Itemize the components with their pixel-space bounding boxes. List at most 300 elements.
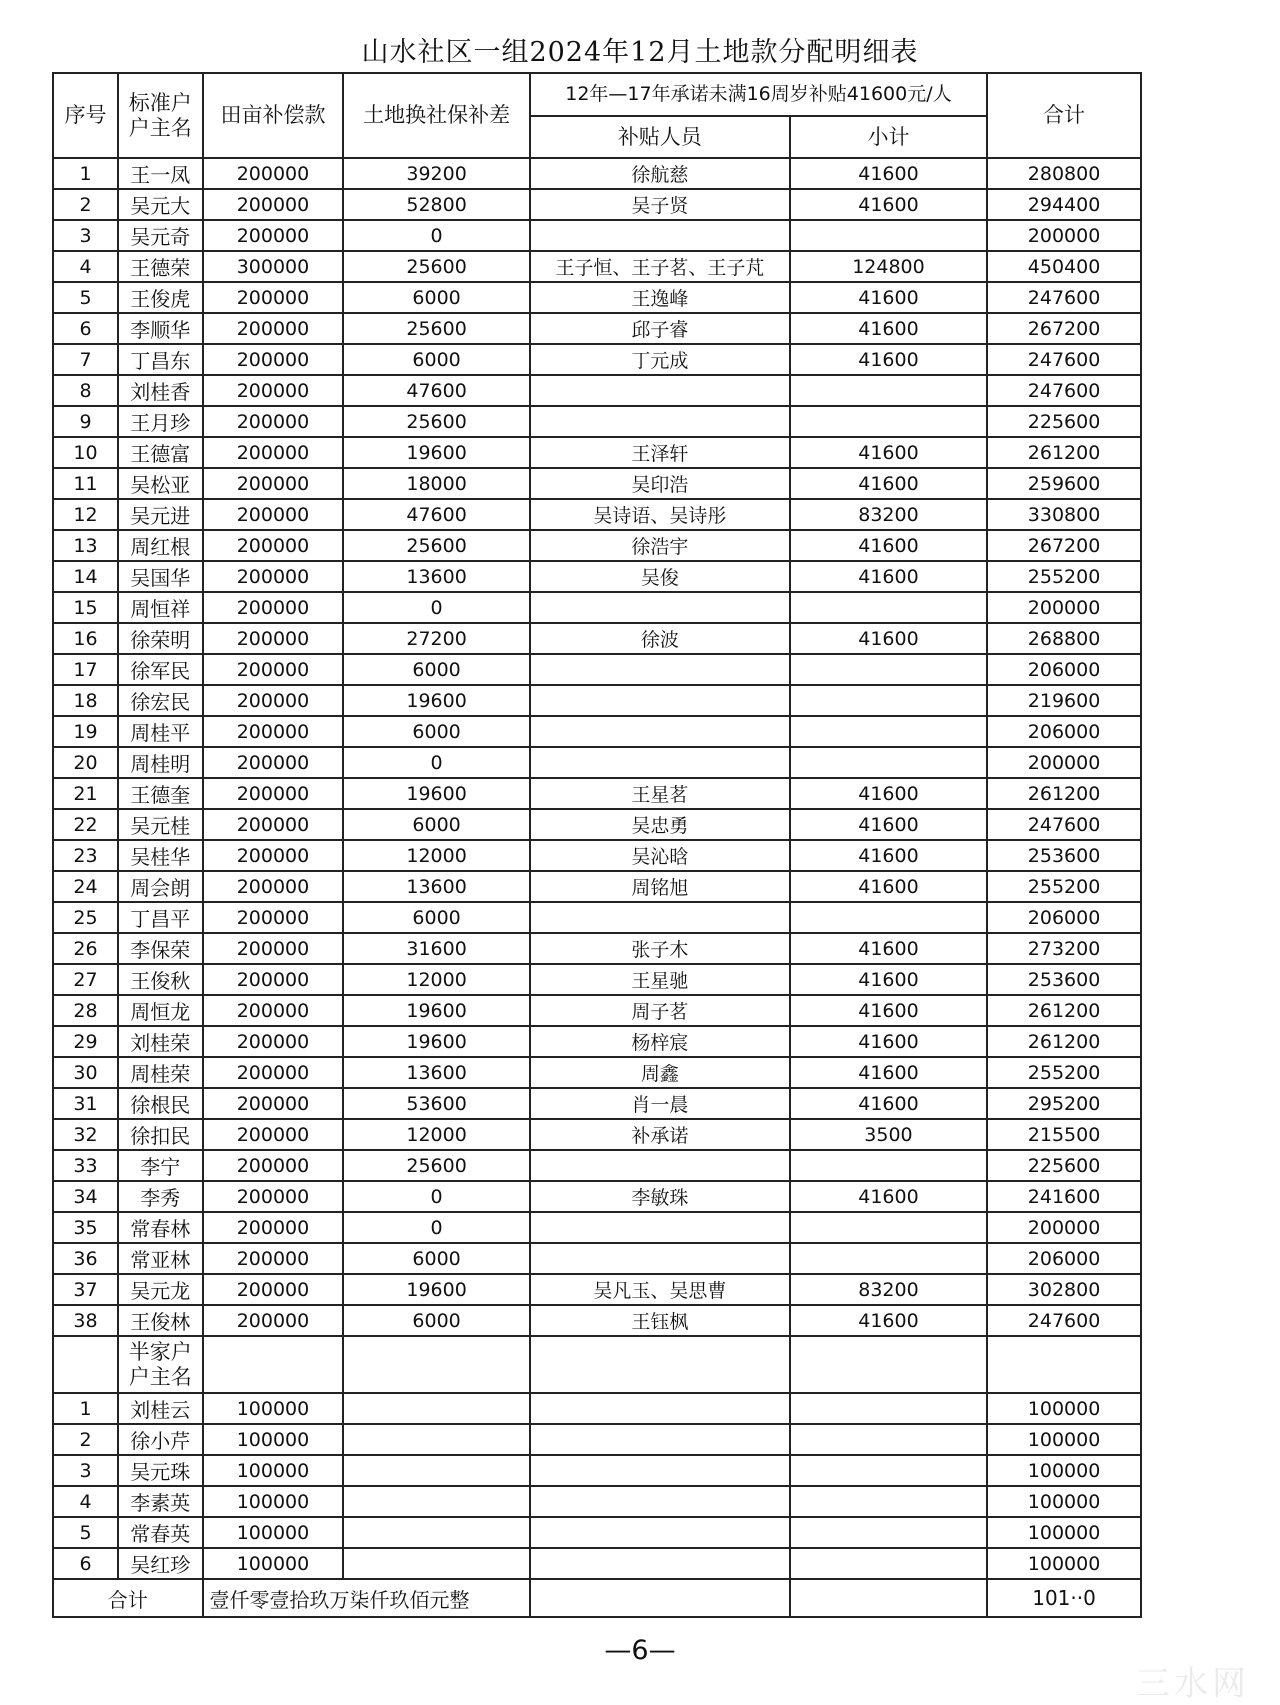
paddy-compensation: 200000 — [203, 933, 344, 964]
subsidy-person: 邱子睿 — [530, 313, 790, 344]
subsidy-person — [530, 592, 790, 623]
row-number: 30 — [53, 1057, 118, 1088]
table-row — [53, 995, 1141, 1026]
row-total: 267200 — [987, 313, 1141, 344]
social-security-diff: 6000 — [343, 282, 529, 313]
paddy-compensation: 200000 — [203, 840, 344, 871]
subsidy-amount: 41600 — [790, 964, 987, 995]
paddy-compensation: 200000 — [203, 1088, 344, 1119]
table-row — [53, 933, 1141, 964]
row-total: 200000 — [987, 592, 1141, 623]
subsidy-person — [530, 1212, 790, 1243]
subsidy-amount: 41600 — [790, 313, 987, 344]
social-security-diff: 6000 — [343, 1305, 529, 1336]
table-row — [53, 592, 1141, 623]
household-name: 李保荣 — [118, 933, 203, 964]
subsidy-amount: 83200 — [790, 1274, 987, 1305]
row-number: 16 — [53, 623, 118, 654]
half-household-row — [53, 1424, 1141, 1455]
subsidy-person — [530, 1393, 790, 1424]
paddy-compensation: 200000 — [203, 1119, 344, 1150]
social-security-diff — [343, 1548, 529, 1579]
row-total: 294400 — [987, 189, 1141, 220]
table-row — [53, 1150, 1141, 1181]
row-total: 302800 — [987, 1274, 1141, 1305]
table-row — [53, 964, 1141, 995]
subsidy-person: 王星茗 — [530, 778, 790, 809]
social-security-diff — [343, 1517, 529, 1548]
table-row — [53, 1181, 1141, 1212]
table-row — [53, 1026, 1141, 1057]
social-security-diff: 19600 — [343, 1274, 529, 1305]
header-paddy: 田亩补偿款 — [203, 73, 344, 158]
subsidy-person: 吴忠勇 — [530, 809, 790, 840]
row-number: 33 — [53, 1150, 118, 1181]
household-name: 王德奎 — [118, 778, 203, 809]
subsidy-amount — [790, 1455, 987, 1486]
subsidy-person — [530, 1150, 790, 1181]
social-security-diff: 13600 — [343, 561, 529, 592]
household-name: 刘桂香 — [118, 375, 203, 406]
household-name: 丁昌平 — [118, 902, 203, 933]
table-row — [53, 468, 1141, 499]
subsidy-person: 吴凡玉、吴思曹 — [530, 1274, 790, 1305]
subsidy-amount — [790, 220, 987, 251]
subsidy-person: 王星驰 — [530, 964, 790, 995]
row-total: 255200 — [987, 871, 1141, 902]
row-number: 5 — [53, 1517, 118, 1548]
table-row — [53, 871, 1141, 902]
paddy-compensation: 200000 — [203, 778, 344, 809]
paddy-compensation: 200000 — [203, 1274, 344, 1305]
half-household-header-row — [53, 1336, 1141, 1393]
social-security-diff: 27200 — [343, 623, 529, 654]
header-owner: 标准户户主名 — [118, 73, 203, 158]
subsidy-person — [530, 1424, 790, 1455]
household-name: 吴元进 — [118, 499, 203, 530]
table-body — [53, 158, 1141, 1617]
subsidy-amount — [790, 406, 987, 437]
subsidy-person — [530, 1517, 790, 1548]
social-security-diff: 53600 — [343, 1088, 529, 1119]
social-security-diff: 47600 — [343, 375, 529, 406]
table-row — [53, 1119, 1141, 1150]
row-total: 200000 — [987, 747, 1141, 778]
paddy-compensation: 200000 — [203, 1026, 344, 1057]
household-name: 徐扣民 — [118, 1119, 203, 1150]
row-number: 12 — [53, 499, 118, 530]
social-security-diff: 0 — [343, 1212, 529, 1243]
row-number: 7 — [53, 344, 118, 375]
subsidy-amount — [790, 592, 987, 623]
row-number: 11 — [53, 468, 118, 499]
household-name: 王德荣 — [118, 251, 203, 282]
social-security-diff: 0 — [343, 1181, 529, 1212]
row-total: 247600 — [987, 809, 1141, 840]
social-security-diff — [343, 1455, 529, 1486]
page-number: —6— — [604, 1635, 676, 1666]
subsidy-person — [530, 1548, 790, 1579]
paddy-compensation: 100000 — [203, 1455, 344, 1486]
paddy-compensation: 200000 — [203, 1212, 344, 1243]
household-name: 吴元奇 — [118, 220, 203, 251]
household-name: 周红根 — [118, 530, 203, 561]
household-name: 李素英 — [118, 1486, 203, 1517]
row-number: 2 — [53, 1424, 118, 1455]
subsidy-amount — [790, 1424, 987, 1455]
subsidy-person: 吴诗语、吴诗彤 — [530, 499, 790, 530]
grand-total-words: 壹仟零壹拾玖万柒仟玖佰元整 — [203, 1579, 530, 1617]
table-row — [53, 437, 1141, 468]
household-name: 吴元桂 — [118, 809, 203, 840]
subsidy-person — [530, 1243, 790, 1274]
social-security-diff: 6000 — [343, 716, 529, 747]
subsidy-amount: 41600 — [790, 871, 987, 902]
row-total: 261200 — [987, 437, 1141, 468]
subsidy-person: 王泽轩 — [530, 437, 790, 468]
table-row — [53, 499, 1141, 530]
subsidy-amount — [790, 685, 987, 716]
paddy-compensation: 200000 — [203, 871, 344, 902]
subsidy-amount — [790, 716, 987, 747]
subsidy-amount: 41600 — [790, 840, 987, 871]
row-number: 21 — [53, 778, 118, 809]
subsidy-amount — [790, 1150, 987, 1181]
subsidy-person — [530, 1455, 790, 1486]
household-name: 丁昌东 — [118, 344, 203, 375]
row-number: 27 — [53, 964, 118, 995]
social-security-diff: 19600 — [343, 685, 529, 716]
row-total: 261200 — [987, 995, 1141, 1026]
household-name: 吴松亚 — [118, 468, 203, 499]
row-number: 22 — [53, 809, 118, 840]
subsidy-person: 李敏珠 — [530, 1181, 790, 1212]
social-security-diff: 39200 — [343, 158, 529, 189]
row-total: 268800 — [987, 623, 1141, 654]
row-number: 35 — [53, 1212, 118, 1243]
social-security-diff: 12000 — [343, 1119, 529, 1150]
subsidy-amount: 41600 — [790, 809, 987, 840]
row-number: 23 — [53, 840, 118, 871]
row-number: 28 — [53, 995, 118, 1026]
social-security-diff: 19600 — [343, 995, 529, 1026]
row-total: 225600 — [987, 406, 1141, 437]
header-social: 土地换社保补差 — [343, 73, 529, 158]
subsidy-amount: 41600 — [790, 561, 987, 592]
table-row — [53, 220, 1141, 251]
subsidy-person — [530, 747, 790, 778]
social-security-diff: 6000 — [343, 1243, 529, 1274]
row-number: 6 — [53, 1548, 118, 1579]
row-total: 255200 — [987, 561, 1141, 592]
document-title: 山水社区一组2024年12月土地款分配明细表 — [361, 37, 919, 68]
row-total: 225600 — [987, 1150, 1141, 1181]
row-number: 19 — [53, 716, 118, 747]
paddy-compensation: 200000 — [203, 1243, 344, 1274]
household-name: 徐小芹 — [118, 1424, 203, 1455]
subsidy-person — [530, 902, 790, 933]
subsidy-amount: 41600 — [790, 623, 987, 654]
table-row — [53, 902, 1141, 933]
half-household-header: 半家户户主名 — [118, 1336, 203, 1393]
paddy-compensation: 100000 — [203, 1517, 344, 1548]
subsidy-amount: 41600 — [790, 1305, 987, 1336]
household-name: 常亚林 — [118, 1243, 203, 1274]
header-subsidy-amount: 小计 — [790, 116, 987, 158]
row-total: 100000 — [987, 1455, 1141, 1486]
row-total: 241600 — [987, 1181, 1141, 1212]
row-number: 14 — [53, 561, 118, 592]
row-number: 13 — [53, 530, 118, 561]
row-number: 32 — [53, 1119, 118, 1150]
table-row — [53, 809, 1141, 840]
subsidy-person — [530, 685, 790, 716]
subsidy-person — [530, 375, 790, 406]
row-total: 247600 — [987, 282, 1141, 313]
social-security-diff: 18000 — [343, 468, 529, 499]
social-security-diff: 47600 — [343, 499, 529, 530]
social-security-diff: 52800 — [343, 189, 529, 220]
subsidy-person: 周子茗 — [530, 995, 790, 1026]
subsidy-amount — [790, 1517, 987, 1548]
land-payment-table — [52, 72, 1142, 1618]
paddy-compensation: 200000 — [203, 1150, 344, 1181]
row-number: 3 — [53, 220, 118, 251]
subsidy-amount: 41600 — [790, 158, 987, 189]
subsidy-person: 徐航慈 — [530, 158, 790, 189]
subsidy-person: 丁元成 — [530, 344, 790, 375]
social-security-diff: 19600 — [343, 778, 529, 809]
table-row — [53, 716, 1141, 747]
table-row — [53, 747, 1141, 778]
paddy-compensation: 200000 — [203, 592, 344, 623]
row-total: 273200 — [987, 933, 1141, 964]
household-name: 徐宏民 — [118, 685, 203, 716]
social-security-diff: 19600 — [343, 1026, 529, 1057]
row-total: 259600 — [987, 468, 1141, 499]
table-row — [53, 530, 1141, 561]
paddy-compensation: 200000 — [203, 623, 344, 654]
header-seq: 序号 — [53, 73, 118, 158]
paddy-compensation: 200000 — [203, 561, 344, 592]
row-total: 206000 — [987, 654, 1141, 685]
header-total: 合计 — [987, 73, 1141, 158]
half-household-row — [53, 1486, 1141, 1517]
social-security-diff: 0 — [343, 592, 529, 623]
household-name: 李宁 — [118, 1150, 203, 1181]
household-name: 常春林 — [118, 1212, 203, 1243]
household-name: 徐荣明 — [118, 623, 203, 654]
row-number: 15 — [53, 592, 118, 623]
social-security-diff: 25600 — [343, 1150, 529, 1181]
row-total: 247600 — [987, 1305, 1141, 1336]
social-security-diff — [343, 1424, 529, 1455]
subsidy-person — [530, 220, 790, 251]
household-name: 周桂明 — [118, 747, 203, 778]
table-row — [53, 251, 1141, 282]
paddy-compensation: 200000 — [203, 375, 344, 406]
paddy-compensation: 200000 — [203, 716, 344, 747]
household-name: 李秀 — [118, 1181, 203, 1212]
row-number: 38 — [53, 1305, 118, 1336]
subsidy-amount: 41600 — [790, 530, 987, 561]
subsidy-person: 吴沁晗 — [530, 840, 790, 871]
household-name: 王俊林 — [118, 1305, 203, 1336]
household-name: 吴桂华 — [118, 840, 203, 871]
table-row — [53, 344, 1141, 375]
household-name: 常春英 — [118, 1517, 203, 1548]
subsidy-amount: 41600 — [790, 282, 987, 313]
row-number: 24 — [53, 871, 118, 902]
paddy-compensation: 100000 — [203, 1486, 344, 1517]
social-security-diff: 6000 — [343, 654, 529, 685]
subsidy-amount: 41600 — [790, 1181, 987, 1212]
social-security-diff: 13600 — [343, 871, 529, 902]
household-name: 吴元珠 — [118, 1455, 203, 1486]
social-security-diff: 0 — [343, 747, 529, 778]
paddy-compensation: 300000 — [203, 251, 344, 282]
paddy-compensation: 200000 — [203, 406, 344, 437]
row-total: 206000 — [987, 1243, 1141, 1274]
row-number: 18 — [53, 685, 118, 716]
table-row — [53, 189, 1141, 220]
social-security-diff: 25600 — [343, 251, 529, 282]
half-household-row — [53, 1393, 1141, 1424]
row-number: 5 — [53, 282, 118, 313]
row-number: 9 — [53, 406, 118, 437]
household-name: 王月珍 — [118, 406, 203, 437]
row-number: 26 — [53, 933, 118, 964]
table-row — [53, 158, 1141, 189]
row-number: 20 — [53, 747, 118, 778]
subsidy-amount: 83200 — [790, 499, 987, 530]
subsidy-person: 补承诺 — [530, 1119, 790, 1150]
row-total: 450400 — [987, 251, 1141, 282]
table-row — [53, 1212, 1141, 1243]
household-name: 王俊秋 — [118, 964, 203, 995]
paddy-compensation: 200000 — [203, 158, 344, 189]
row-total: 253600 — [987, 964, 1141, 995]
row-total: 267200 — [987, 530, 1141, 561]
grand-total-value: 101··0 — [987, 1579, 1141, 1617]
paddy-compensation: 200000 — [203, 1181, 344, 1212]
subsidy-amount — [790, 747, 987, 778]
table-row — [53, 778, 1141, 809]
row-number: 4 — [53, 251, 118, 282]
household-name: 徐军民 — [118, 654, 203, 685]
subsidy-person: 张子木 — [530, 933, 790, 964]
social-security-diff: 25600 — [343, 406, 529, 437]
row-total: 255200 — [987, 1057, 1141, 1088]
row-total: 100000 — [987, 1486, 1141, 1517]
household-name: 李顺华 — [118, 313, 203, 344]
row-number: 37 — [53, 1274, 118, 1305]
row-total: 215500 — [987, 1119, 1141, 1150]
subsidy-person — [530, 1486, 790, 1517]
header-subsidy-group: 12年—17年承诺未满16周岁补贴41600元/人 — [530, 73, 987, 116]
social-security-diff: 31600 — [343, 933, 529, 964]
row-total: 100000 — [987, 1517, 1141, 1548]
row-total: 247600 — [987, 344, 1141, 375]
subsidy-amount — [790, 1548, 987, 1579]
row-total: 253600 — [987, 840, 1141, 871]
subsidy-amount: 41600 — [790, 468, 987, 499]
paddy-compensation: 200000 — [203, 654, 344, 685]
paddy-compensation: 100000 — [203, 1393, 344, 1424]
row-total: 206000 — [987, 902, 1141, 933]
paddy-compensation: 200000 — [203, 1057, 344, 1088]
row-total: 200000 — [987, 220, 1141, 251]
subsidy-amount: 41600 — [790, 1057, 987, 1088]
subsidy-amount: 41600 — [790, 344, 987, 375]
row-number: 25 — [53, 902, 118, 933]
paddy-compensation: 200000 — [203, 437, 344, 468]
paddy-compensation: 200000 — [203, 189, 344, 220]
subsidy-person: 周鑫 — [530, 1057, 790, 1088]
row-total: 247600 — [987, 375, 1141, 406]
household-name: 周恒祥 — [118, 592, 203, 623]
table-row — [53, 282, 1141, 313]
subsidy-person: 吴俊 — [530, 561, 790, 592]
subsidy-person — [530, 716, 790, 747]
subsidy-person — [530, 654, 790, 685]
row-number: 31 — [53, 1088, 118, 1119]
paddy-compensation: 200000 — [203, 313, 344, 344]
row-total: 295200 — [987, 1088, 1141, 1119]
row-number: 36 — [53, 1243, 118, 1274]
row-total: 200000 — [987, 1212, 1141, 1243]
table-row — [53, 561, 1141, 592]
subsidy-person: 周铭旭 — [530, 871, 790, 902]
subsidy-amount — [790, 375, 987, 406]
paddy-compensation: 200000 — [203, 902, 344, 933]
household-name: 王德富 — [118, 437, 203, 468]
subsidy-amount — [790, 1393, 987, 1424]
row-total: 280800 — [987, 158, 1141, 189]
subsidy-person: 王子恒、王子茗、王子芃 — [530, 251, 790, 282]
table-row — [53, 623, 1141, 654]
household-name: 吴国华 — [118, 561, 203, 592]
table-row — [53, 685, 1141, 716]
table-row — [53, 654, 1141, 685]
social-security-diff: 12000 — [343, 964, 529, 995]
table-row — [53, 313, 1141, 344]
row-number: 34 — [53, 1181, 118, 1212]
row-total: 100000 — [987, 1393, 1141, 1424]
paddy-compensation: 200000 — [203, 530, 344, 561]
row-number: 29 — [53, 1026, 118, 1057]
subsidy-person: 吴子贤 — [530, 189, 790, 220]
subsidy-amount: 41600 — [790, 778, 987, 809]
row-total: 219600 — [987, 685, 1141, 716]
household-name: 刘桂云 — [118, 1393, 203, 1424]
social-security-diff: 12000 — [343, 840, 529, 871]
half-household-row — [53, 1517, 1141, 1548]
paddy-compensation: 200000 — [203, 809, 344, 840]
household-name: 周会朗 — [118, 871, 203, 902]
paddy-compensation: 200000 — [203, 499, 344, 530]
grand-total-label: 合计 — [53, 1579, 203, 1617]
subsidy-amount: 41600 — [790, 437, 987, 468]
watermark-logo: 三水网 — [1136, 1664, 1250, 1704]
household-name: 周恒龙 — [118, 995, 203, 1026]
table-row — [53, 1088, 1141, 1119]
row-total: 261200 — [987, 778, 1141, 809]
subsidy-amount: 3500 — [790, 1119, 987, 1150]
row-number: 2 — [53, 189, 118, 220]
subsidy-amount — [790, 1486, 987, 1517]
paddy-compensation: 200000 — [203, 964, 344, 995]
